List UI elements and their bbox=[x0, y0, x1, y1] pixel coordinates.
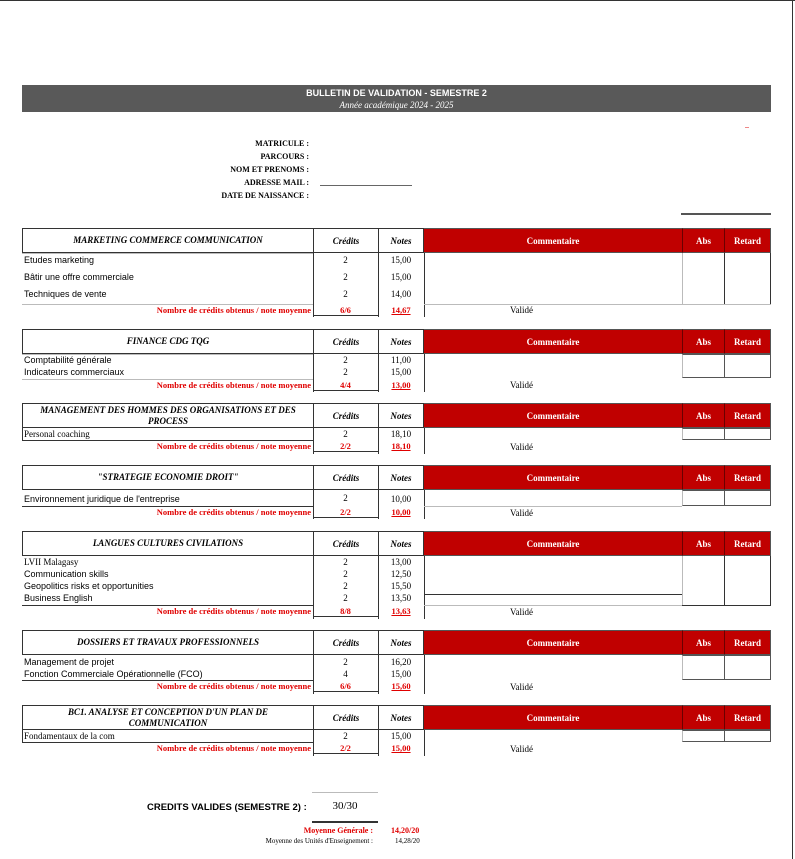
credits-obtained: 6/6 bbox=[313, 681, 378, 692]
average-note: 18,10 bbox=[391, 441, 411, 451]
course-note: 13,50 bbox=[390, 593, 412, 603]
abs-header: Abs bbox=[682, 630, 724, 655]
course-credits: 2 bbox=[343, 255, 348, 265]
course-note: 15,50 bbox=[390, 581, 412, 591]
status-validated: Validé bbox=[510, 682, 533, 692]
course-note: 10,00 bbox=[390, 494, 412, 504]
course-credits: 2 bbox=[343, 367, 348, 377]
retard-header: Retard bbox=[724, 630, 771, 655]
course-credits: 2 bbox=[343, 289, 348, 299]
parcours-label: PARCOURS : bbox=[260, 152, 309, 161]
summary-row bbox=[22, 379, 424, 392]
nom-prenoms-label: NOM ET PRENOMS : bbox=[230, 165, 309, 174]
abs-cell bbox=[682, 730, 725, 742]
section-bc1 bbox=[22, 705, 771, 757]
credits-header: Crédits bbox=[313, 705, 378, 730]
course-note: 18,10 bbox=[390, 429, 412, 439]
course-name: Comptabilité générale bbox=[24, 355, 112, 365]
average-note: 13,00 bbox=[391, 380, 411, 390]
notes-header: Notes bbox=[378, 403, 424, 428]
retard-cell bbox=[724, 730, 771, 742]
moyenne-ue-label: Moyenne des Unités d'Enseignement : bbox=[265, 837, 373, 845]
course-name: Techniques de vente bbox=[24, 289, 107, 299]
section-strategie bbox=[22, 465, 771, 521]
course-name: Etudes marketing bbox=[24, 255, 95, 265]
course-name: Fondamentaux de la com bbox=[24, 731, 115, 741]
course-name: Fonction Commerciale Opérationnelle (FCO) bbox=[24, 669, 203, 679]
credits-header: Crédits bbox=[313, 329, 378, 354]
course-name: Personal coaching bbox=[24, 429, 90, 439]
status-validated: Validé bbox=[510, 305, 533, 315]
section-title: LANGUES CULTURES CIVILATIONS bbox=[22, 531, 313, 556]
retard-cell bbox=[724, 490, 771, 506]
abs-cell bbox=[682, 655, 725, 680]
course-name: Communication skills bbox=[24, 569, 109, 579]
course-note: 15,00 bbox=[390, 255, 412, 265]
abs-header: Abs bbox=[682, 403, 724, 428]
course-name: Bâtir une offre commerciale bbox=[24, 272, 134, 282]
commentaire-header: Commentaire bbox=[424, 228, 682, 253]
course-credits: 2 bbox=[343, 569, 348, 579]
notes-header: Notes bbox=[378, 329, 424, 354]
retard-cell bbox=[724, 354, 771, 378]
retard-cell bbox=[724, 655, 771, 680]
retard-header: Retard bbox=[724, 465, 771, 490]
abs-header: Abs bbox=[682, 705, 724, 730]
section-title: MARKETING COMMERCE COMMUNICATION bbox=[22, 228, 313, 253]
status-validated: Validé bbox=[510, 442, 533, 452]
page-frame-top bbox=[0, 0, 795, 1]
section-title: MANAGEMENT DES HOMMES DES ORGANISATIONS ET DES PROCESS bbox=[22, 403, 313, 428]
commentaire-header: Commentaire bbox=[424, 465, 682, 490]
course-name: Environnement juridique de l'entreprise bbox=[24, 494, 180, 504]
signature-line bbox=[681, 213, 771, 215]
adresse-mail-value bbox=[320, 185, 412, 186]
status-validated: Validé bbox=[510, 607, 533, 617]
course-note: 12,50 bbox=[390, 569, 412, 579]
bulletin-title: BULLETIN DE VALIDATION - SEMESTRE 2 bbox=[306, 88, 487, 98]
course-note: 15,00 bbox=[390, 367, 412, 377]
notes-header: Notes bbox=[378, 531, 424, 556]
summary-row bbox=[22, 304, 424, 317]
abs-header: Abs bbox=[682, 228, 724, 253]
abs-cell bbox=[682, 354, 725, 378]
summary-label: Nombre de crédits obtenus / note moyenne bbox=[156, 441, 311, 451]
course-note: 15,00 bbox=[390, 669, 412, 679]
abs-cell bbox=[682, 428, 725, 440]
notes-header: Notes bbox=[378, 630, 424, 655]
commentaire-header: Commentaire bbox=[424, 630, 682, 655]
commentaire-header: Commentaire bbox=[424, 329, 682, 354]
section-marketing bbox=[22, 228, 771, 318]
matricule-label: MATRICULE : bbox=[255, 139, 309, 148]
credits-header: Crédits bbox=[313, 465, 378, 490]
course-note: 15,00 bbox=[390, 731, 412, 741]
course-credits: 2 bbox=[343, 657, 348, 667]
credits-obtained: 2/2 bbox=[313, 743, 378, 754]
abs-cell bbox=[682, 490, 725, 506]
summary-row bbox=[22, 605, 424, 618]
status-validated: Validé bbox=[510, 380, 533, 390]
section-title: DOSSIERS ET TRAVAUX PROFESSIONNELS bbox=[22, 630, 313, 655]
section-title: "STRATEGIE ECONOMIE DROIT" bbox=[22, 465, 313, 490]
course-note: 15,00 bbox=[390, 272, 412, 282]
average-note: 13,63 bbox=[391, 606, 411, 616]
credits-header: Crédits bbox=[313, 403, 378, 428]
course-credits: 4 bbox=[343, 669, 348, 679]
course-name: Geopolitics risks et opportunities bbox=[24, 581, 154, 591]
commentaire-header: Commentaire bbox=[424, 403, 682, 428]
summary-label: Nombre de crédits obtenus / note moyenne bbox=[156, 507, 311, 517]
summary-label: Nombre de crédits obtenus / note moyenne bbox=[156, 380, 311, 390]
notes-header: Notes bbox=[378, 465, 424, 490]
credits-header: Crédits bbox=[313, 228, 378, 253]
retard-header: Retard bbox=[724, 403, 771, 428]
summary-label: Nombre de crédits obtenus / note moyenne bbox=[156, 305, 311, 315]
course-name: Indicateurs commerciaux bbox=[24, 367, 125, 377]
bulletin-banner bbox=[22, 85, 771, 112]
summary-label: Nombre de crédits obtenus / note moyenne bbox=[156, 606, 311, 616]
course-name: Management de projet bbox=[24, 657, 115, 667]
average-note: 10,00 bbox=[391, 507, 411, 517]
credits-valides-label: CREDITS VALIDES (SEMESTRE 2) : bbox=[147, 802, 307, 813]
summary-row bbox=[22, 440, 424, 453]
summary-row bbox=[22, 742, 424, 755]
average-note: 15,00 bbox=[391, 743, 411, 753]
course-name: Business English bbox=[24, 593, 93, 603]
date-naissance-label: DATE DE NAISSANCE : bbox=[221, 191, 309, 200]
academic-year: Année académique 2024 - 2025 bbox=[339, 100, 454, 110]
summary-label: Nombre de crédits obtenus / note moyenne bbox=[156, 743, 311, 753]
summary-row bbox=[22, 680, 424, 693]
summary-row bbox=[22, 506, 424, 519]
course-note: 13,00 bbox=[390, 557, 412, 567]
section-langues bbox=[22, 531, 771, 621]
course-credits: 2 bbox=[343, 493, 348, 503]
course-credits: 2 bbox=[343, 272, 348, 282]
status-validated: Validé bbox=[510, 508, 533, 518]
page-frame-right bbox=[792, 0, 793, 859]
course-credits: 2 bbox=[343, 731, 348, 741]
notes-header: Notes bbox=[378, 705, 424, 730]
course-credits: 2 bbox=[343, 581, 348, 591]
course-note: 14,00 bbox=[390, 289, 412, 299]
course-credits: 2 bbox=[343, 429, 348, 439]
course-credits: 2 bbox=[343, 557, 348, 567]
commentaire-header: Commentaire bbox=[424, 531, 682, 556]
section-finance bbox=[22, 329, 771, 393]
moyenne-generale-value: 14,20/20 bbox=[391, 826, 420, 835]
credits-obtained: 4/4 bbox=[313, 380, 378, 391]
summary-label: Nombre de crédits obtenus / note moyenne bbox=[156, 681, 311, 691]
credits-valides-value: 30/30 bbox=[332, 800, 358, 812]
section-title: BC1. ANALYSE ET CONCEPTION D'UN PLAN DE COMMUNICATION bbox=[22, 705, 313, 730]
credits-obtained: 6/6 bbox=[313, 305, 378, 316]
adresse-mail-label: ADRESSE MAIL : bbox=[244, 178, 309, 187]
section-title: FINANCE CDG TQG bbox=[22, 329, 313, 354]
course-note: 11,00 bbox=[391, 355, 411, 365]
section-management bbox=[22, 403, 771, 455]
commentaire-header: Commentaire bbox=[424, 705, 682, 730]
credits-header: Crédits bbox=[313, 531, 378, 556]
credits-header: Crédits bbox=[313, 630, 378, 655]
course-credits: 2 bbox=[343, 355, 348, 365]
course-note: 16,20 bbox=[390, 657, 412, 667]
abs-header: Abs bbox=[682, 531, 724, 556]
course-name: LVII Malagasy bbox=[24, 557, 79, 567]
moyenne-generale-label: Moyenne Générale : bbox=[303, 826, 373, 835]
retard-header: Retard bbox=[724, 705, 771, 730]
credits-obtained: 2/2 bbox=[313, 441, 378, 452]
credits-obtained: 8/8 bbox=[313, 606, 378, 617]
decorative-mark bbox=[745, 127, 749, 128]
retard-cell bbox=[724, 428, 771, 440]
notes-header: Notes bbox=[378, 228, 424, 253]
moyenne-ue-value: 14,28/20 bbox=[395, 837, 420, 845]
status-validated: Validé bbox=[510, 744, 533, 754]
course-credits: 2 bbox=[343, 593, 348, 603]
average-note: 15,60 bbox=[391, 681, 411, 691]
abs-header: Abs bbox=[682, 329, 724, 354]
section-dossiers bbox=[22, 630, 771, 696]
abs-header: Abs bbox=[682, 465, 724, 490]
average-note: 14,67 bbox=[391, 305, 411, 315]
retard-header: Retard bbox=[724, 329, 771, 354]
retard-header: Retard bbox=[724, 228, 771, 253]
retard-header: Retard bbox=[724, 531, 771, 556]
credits-obtained: 2/2 bbox=[313, 507, 378, 518]
